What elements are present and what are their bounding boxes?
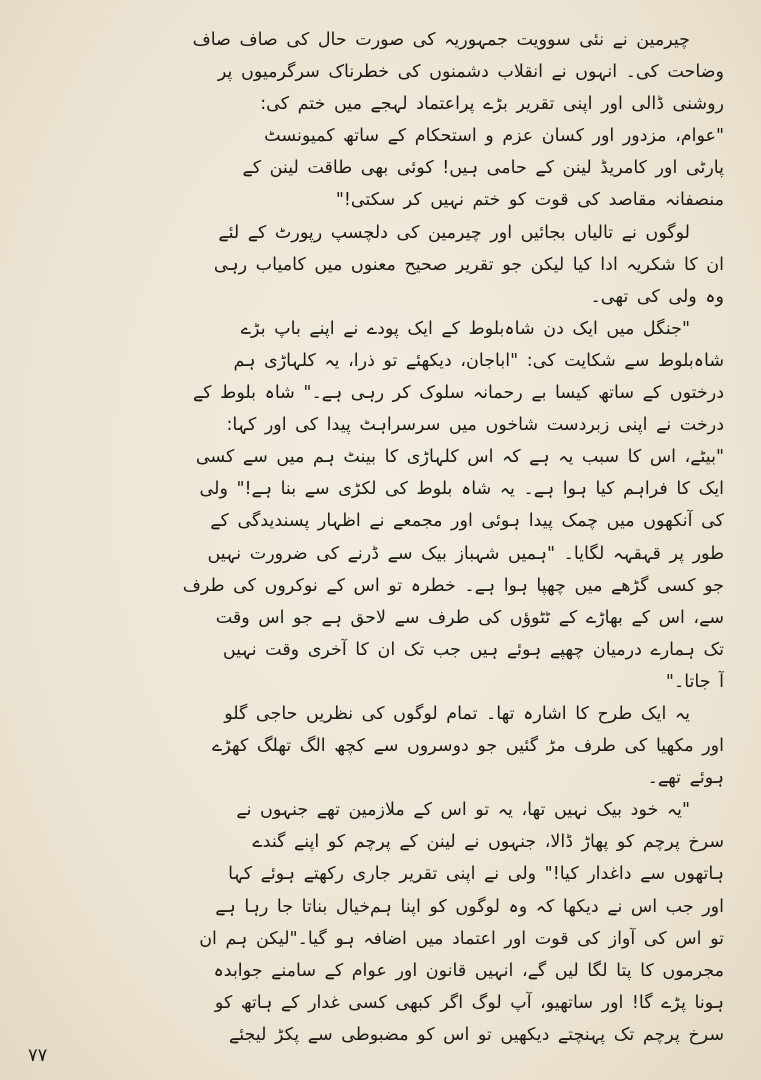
text-line: شاہ‌بلوط سے شکایت کی: "اباجان، دیکھئے تو ذرا، یہ کلہاڑی ہم	[233, 350, 724, 371]
text-line: درختوں کے ساتھ کیسا بے رحمانہ سلوک کر رہی ہے۔" شاہ بلوط کے	[193, 383, 724, 404]
text-line: ان کا شکریہ ادا کیا لیکن جو تقریر صحیح معنوں میں کامیاب رہی	[213, 254, 724, 275]
text-line: اور مکھیا کی طرف مڑ گئیں جو دوسروں سے کچھ الگ تھلگ کھڑے	[211, 736, 724, 757]
text-line: "عوام، مزدور اور کسان عزم و استحکام کے ساتھ کمیونسٹ	[264, 126, 724, 147]
text-line: جو کسی گڑھے میں چھپا ہوا ہے۔ خطرہ تو اس کے نوکروں کی طرف	[182, 575, 724, 596]
text-line: تک ہمارے درمیان چھپے ہوئے ہیں جب تک ان کا آخری وقت نہیں	[222, 639, 724, 660]
urdu-text-block	[34, 24, 724, 1051]
text-line: چیرمین نے نئی سوویت جمہوریہ کی صورت حال کی صاف صاف	[192, 30, 690, 50]
text-line: ایک کا فراہم کیا ہوا ہے۔ یہ شاہ بلوط کی لکڑی سے بنا ہے!" ولی	[199, 479, 724, 500]
text-line: سرخ پرچم کو پھاڑ ڈالا، جنہوں نے لینن کے پرچم کو اپنے گندے	[252, 832, 724, 853]
text-line: "یہ خود بیک نہیں تھا، یہ تو اس کے ملازمین تھے جنہوں نے	[236, 800, 690, 821]
text-line: کی آنکھوں میں چمک پیدا ہوئی اور مجمعے نے اظہار پسندیدگی کے	[210, 511, 724, 532]
text-line: درخت نے اپنی زبردست شاخوں میں سرسراہٹ پیدا کی اور کہا:	[226, 415, 724, 436]
text-line: "جنگل میں ایک دن شاہ‌بلوط کے ایک پودے نے اپنے باپ بڑے	[240, 318, 690, 339]
text-line: لوگوں نے تالیاں بجائیں اور چیرمین کی دلچسپ رپورٹ کے لئے	[218, 222, 690, 243]
text-line: مجرموں کا پتا لگا لیں گے، انہیں قانون اور عوام کے سامنے جوابدہ	[213, 960, 724, 981]
text-line: آ جاتا۔"	[665, 671, 724, 692]
text-line: منصفانہ مقاصد کی قوت کو ختم نہیں کر سکتی!"	[335, 190, 724, 211]
text-line: اور جب اس نے دیکھا کہ وہ لوگوں کو اپنا ہم‌خیال بناتا جا رہا ہے	[215, 896, 724, 917]
text-line: طور پر قہقہہ لگایا۔ "ہمیں شہباز بیک سے ڈرنے کی ضرورت نہیں	[207, 543, 724, 564]
text-line: وہ ولی کی تھی۔	[590, 286, 724, 307]
text-line: سے، اس کے بھاڑے کے ٹٹوؤں کی طرف سے لاحق ہے جو اس وقت	[215, 607, 724, 628]
text-line: تو اس کی آواز کی قوت اور اعتماد میں اضافہ ہو گیا۔"لیکن ہم ان	[199, 928, 724, 949]
text-line: "بیٹے، اس کا سبب یہ ہے کہ اس کلہاڑی کا بینٹ ہم میں سے کسی	[195, 447, 724, 468]
page-number: ۷۷	[28, 1045, 48, 1066]
text-line: وضاحت کی۔ انہوں نے انقلاب دشمنوں کی خطرناک سرگرمیوں پر	[217, 62, 724, 83]
text-line: پارٹی اور کامریڈ لینن کے حامی ہیں! کوئی بھی طاقت لینن کے	[242, 158, 724, 179]
text-line: ہوئے تھے۔	[647, 768, 724, 789]
text-line: یہ ایک طرح کا اشارہ تھا۔ تمام لوگوں کی نظریں حاجی گلو	[224, 703, 690, 724]
text-line: ہونا پڑے گا! اور ساتھیو، آپ لوگ اگر کبھی کسی غدار کے ہاتھ کو	[214, 992, 724, 1013]
text-line: روشنی ڈالی اور اپنی تقریر بڑے پراعتماد لہجے میں ختم کی:	[260, 94, 724, 115]
text-line: ہاتھوں سے داغدار کیا!" ولی نے اپنی تقریر جاری رکھتے ہوئے کہا	[228, 864, 724, 885]
text-line: سرخ پرچم تک پہنچتے دیکھیں تو اس کو مضبوطی سے پکڑ لیجئے	[228, 1024, 724, 1045]
